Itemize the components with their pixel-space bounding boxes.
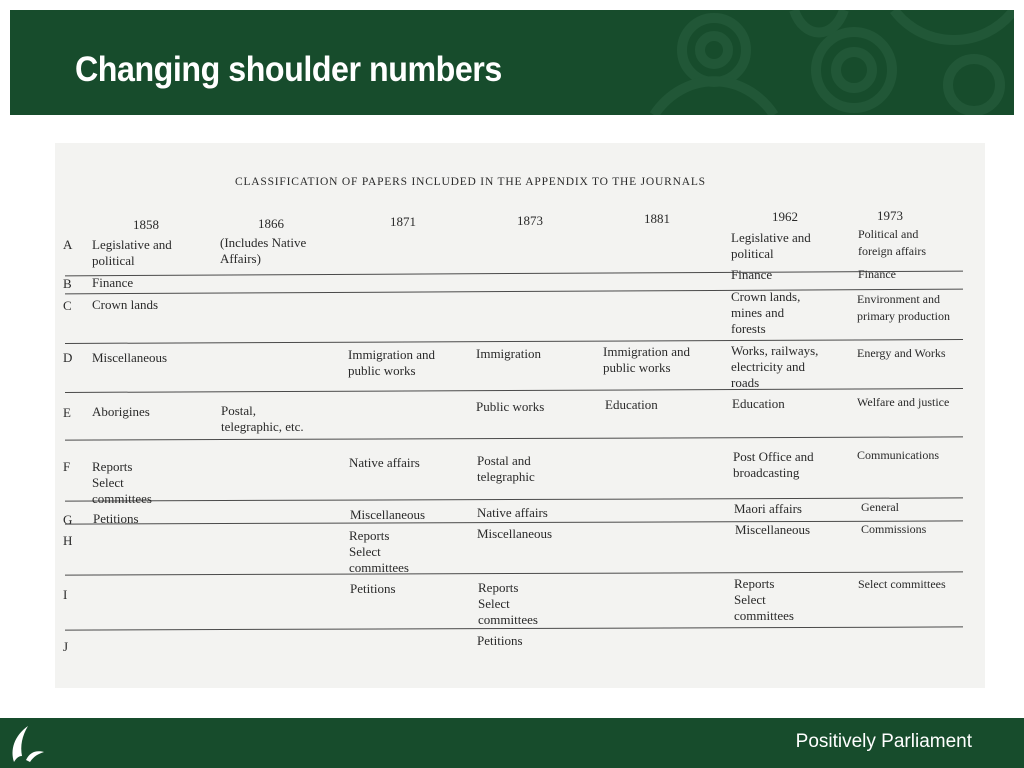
cell-b-1973: Finance — [858, 267, 896, 281]
year-1962: 1962 — [772, 209, 798, 224]
cell-d-1881: Immigration and public works — [603, 344, 691, 375]
cell-h-1871: Reports Select committees — [349, 528, 409, 575]
cell-g-1873: Native affairs — [477, 505, 548, 520]
row-letter-a: A — [63, 237, 73, 252]
year-1866: 1866 — [258, 216, 284, 231]
cell-h-1873: Miscellaneous — [477, 526, 553, 541]
year-header-row — [55, 205, 985, 232]
cell-g-1962: Maori affairs — [734, 501, 802, 516]
year-1881: 1881 — [644, 211, 670, 226]
year-1871: 1871 — [390, 214, 416, 229]
cell-j-1873: Petitions — [477, 633, 523, 648]
cell-c-1973: Environment and primary production — [857, 292, 950, 323]
cell-c-1858: Crown lands — [92, 297, 159, 312]
cell-f-1973: Communications — [857, 448, 939, 462]
cell-e-1881: Education — [605, 397, 658, 412]
koru-pattern-icon — [594, 10, 1014, 115]
cell-i-1973: Select committees — [858, 577, 946, 591]
title-bar — [10, 10, 1014, 115]
cell-i-1873: Reports Select committees — [478, 580, 538, 627]
cell-e-1858: Aborigines — [92, 404, 150, 419]
cell-e-1962: Education — [732, 396, 785, 411]
row-letter-i: I — [63, 587, 68, 602]
row-divider — [65, 388, 963, 393]
cell-b-1858: Finance — [92, 275, 134, 290]
cell-d-1973: Energy and Works — [857, 346, 946, 360]
cell-f-1873: Postal and telegraphic — [477, 453, 535, 484]
year-1873: 1873 — [517, 213, 543, 228]
row-letter-h: H — [63, 533, 73, 548]
row-letter-j: J — [63, 639, 69, 654]
cell-a-1973: Political and foreign affairs — [858, 227, 927, 258]
footer-bar — [0, 718, 1024, 768]
cell-i-1871: Petitions — [350, 581, 396, 596]
cell-a-1866: (Includes Native Affairs) — [220, 235, 307, 266]
cell-h-1973: Commissions — [861, 522, 927, 536]
cell-i-1962: Reports Select committees — [734, 576, 794, 623]
cell-d-1871: Immigration and public works — [348, 347, 436, 378]
cell-a-1858: Legislative and political — [92, 237, 172, 268]
fern-leaf-logo-icon — [8, 722, 48, 764]
cell-a-1962: Legislative and political — [731, 230, 811, 261]
cell-f-1858: Reports Select committees — [92, 459, 152, 506]
scanned-table-image — [55, 143, 985, 688]
cell-f-1962: Post Office and broadcasting — [733, 449, 814, 480]
cell-g-1858: Petitions — [93, 511, 139, 526]
row-divider — [65, 436, 963, 440]
cell-g-1871: Miscellaneous — [350, 507, 426, 522]
cell-h-1962: Miscellaneous — [735, 522, 811, 537]
cell-b-1962: Finance — [731, 267, 773, 282]
row-divider — [65, 520, 963, 524]
row-divider — [65, 497, 963, 501]
cell-e-1866: Postal, telegraphic, etc. — [221, 403, 304, 434]
row-letter-b: B — [63, 276, 72, 291]
row-letter-d: D — [63, 350, 73, 365]
cell-c-1962: Crown lands, mines and forests — [731, 289, 801, 336]
year-1858: 1858 — [133, 217, 159, 232]
row-letter-f: F — [63, 459, 71, 474]
cell-e-1873: Public works — [476, 399, 545, 414]
cell-e-1973: Welfare and justice — [857, 395, 950, 409]
year-1973: 1973 — [877, 208, 903, 223]
cell-f-1871: Native affairs — [349, 455, 420, 470]
cell-g-1973: General — [861, 500, 899, 514]
row-divider — [65, 289, 963, 295]
footer-brand-text: Positively Parliament — [795, 731, 972, 752]
row-divider — [65, 339, 963, 344]
row-letter-e: E — [63, 405, 71, 420]
cell-d-1858: Miscellaneous — [92, 350, 168, 365]
row-divider — [65, 571, 963, 575]
table-caption: CLASSIFICATION OF PAPERS INCLUDED IN THE APPENDIX TO THE JOURNALS — [235, 176, 706, 188]
row-divider — [65, 271, 963, 277]
row-letter-c: C — [63, 298, 72, 313]
cell-d-1873: Immigration — [476, 346, 541, 361]
row-letter-g: G — [63, 512, 73, 527]
slide-title: Changing shoulder numbers — [75, 50, 502, 89]
cell-d-1962: Works, railways, electricity and roads — [731, 343, 819, 390]
